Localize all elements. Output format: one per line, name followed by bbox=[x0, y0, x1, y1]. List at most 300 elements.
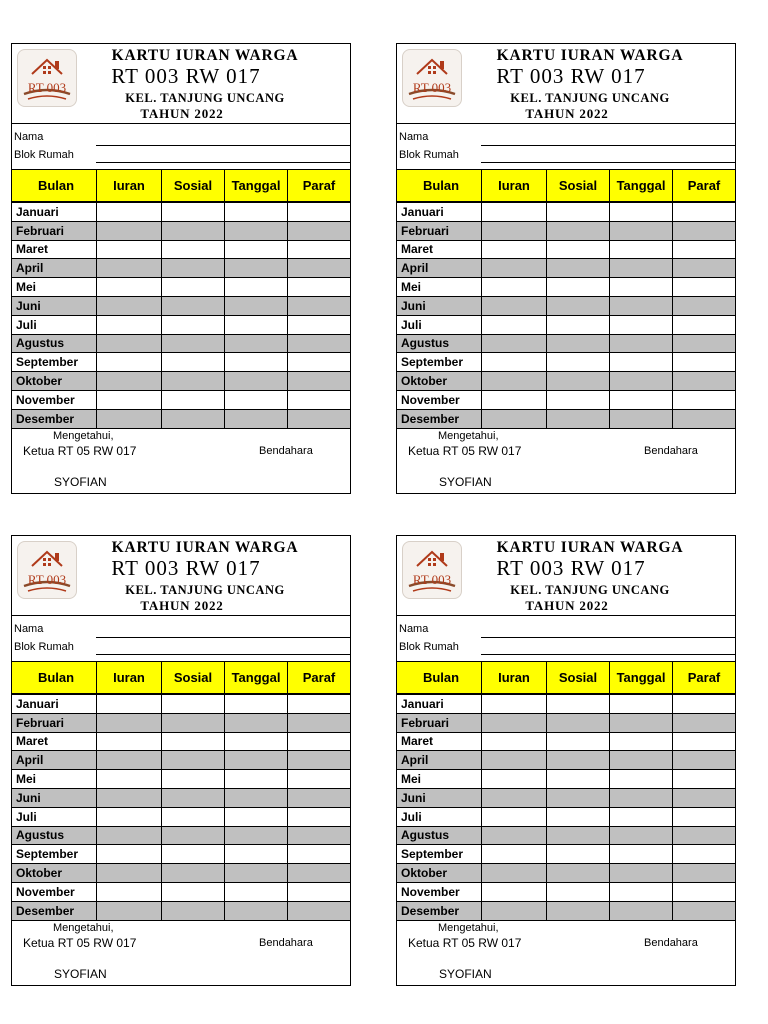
sosial-cell[interactable] bbox=[547, 278, 610, 296]
month-cell: September bbox=[12, 845, 97, 863]
sosial-cell[interactable] bbox=[547, 902, 610, 920]
iuran-cell[interactable] bbox=[97, 203, 162, 221]
card-header bbox=[12, 536, 350, 616]
card-header bbox=[397, 536, 735, 616]
table-row bbox=[12, 882, 350, 901]
tanggal-cell[interactable] bbox=[610, 733, 673, 751]
paraf-cell[interactable] bbox=[673, 883, 735, 901]
sosial-cell[interactable] bbox=[162, 278, 225, 296]
paraf-cell[interactable] bbox=[673, 278, 735, 296]
iuran-cell[interactable] bbox=[482, 241, 547, 259]
table-row bbox=[12, 901, 350, 920]
iuran-cell[interactable] bbox=[482, 372, 547, 390]
iuran-cell[interactable] bbox=[482, 770, 547, 788]
iuran-cell[interactable] bbox=[482, 808, 547, 826]
sosial-cell[interactable] bbox=[547, 789, 610, 807]
iuran-cell[interactable] bbox=[482, 203, 547, 221]
paraf-cell[interactable] bbox=[673, 864, 735, 882]
iuran-cell[interactable] bbox=[97, 353, 162, 371]
paraf-cell[interactable] bbox=[673, 316, 735, 334]
tanggal-cell[interactable] bbox=[610, 827, 673, 845]
sosial-cell[interactable] bbox=[162, 883, 225, 901]
paraf-cell[interactable] bbox=[288, 808, 350, 826]
sosial-cell[interactable] bbox=[162, 222, 225, 240]
sosial-cell[interactable] bbox=[162, 733, 225, 751]
paraf-cell[interactable] bbox=[673, 259, 735, 277]
iuran-cell[interactable] bbox=[482, 391, 547, 409]
paraf-cell[interactable] bbox=[673, 410, 735, 428]
paraf-cell[interactable] bbox=[673, 241, 735, 259]
paraf-cell[interactable] bbox=[673, 808, 735, 826]
month-cell: Mei bbox=[12, 770, 97, 788]
month-cell: Januari bbox=[397, 695, 482, 713]
sosial-cell[interactable] bbox=[162, 751, 225, 769]
column-header: Sosial bbox=[162, 662, 225, 693]
paraf-cell[interactable] bbox=[673, 827, 735, 845]
month-cell: Maret bbox=[12, 241, 97, 259]
tanggal-cell[interactable] bbox=[225, 316, 288, 334]
signature-section bbox=[12, 920, 350, 985]
sosial-cell[interactable] bbox=[162, 789, 225, 807]
card-title: KARTU IURAN WARGA bbox=[111, 539, 299, 556]
iuran-cell[interactable] bbox=[97, 808, 162, 826]
sosial-cell[interactable] bbox=[547, 883, 610, 901]
paraf-cell[interactable] bbox=[288, 770, 350, 788]
tanggal-cell[interactable] bbox=[610, 770, 673, 788]
nama-label: Nama bbox=[399, 131, 429, 143]
paraf-cell[interactable] bbox=[288, 410, 350, 428]
dues-table bbox=[397, 661, 735, 920]
dues-card bbox=[396, 43, 736, 494]
tanggal-cell[interactable] bbox=[225, 808, 288, 826]
table-row bbox=[397, 863, 735, 882]
card-header bbox=[397, 44, 735, 124]
iuran-cell[interactable] bbox=[482, 714, 547, 732]
table-header bbox=[12, 661, 350, 694]
dues-card bbox=[11, 43, 351, 494]
paraf-cell[interactable] bbox=[288, 203, 350, 221]
paraf-cell[interactable] bbox=[288, 222, 350, 240]
tanggal-cell[interactable] bbox=[225, 714, 288, 732]
iuran-cell[interactable] bbox=[482, 278, 547, 296]
month-cell: Februari bbox=[12, 222, 97, 240]
sosial-cell[interactable] bbox=[162, 353, 225, 371]
blok-rumah-field[interactable] bbox=[481, 654, 735, 655]
sosial-cell[interactable] bbox=[547, 410, 610, 428]
paraf-cell[interactable] bbox=[673, 391, 735, 409]
iuran-cell[interactable] bbox=[482, 789, 547, 807]
iuran-cell[interactable] bbox=[482, 259, 547, 277]
table-row bbox=[397, 826, 735, 845]
sosial-cell[interactable] bbox=[162, 770, 225, 788]
paraf-cell[interactable] bbox=[288, 733, 350, 751]
blok-rumah-field[interactable] bbox=[481, 162, 735, 163]
column-header: Iuran bbox=[97, 662, 162, 693]
nama-label: Nama bbox=[14, 623, 44, 635]
table-row bbox=[397, 277, 735, 296]
nama-field[interactable] bbox=[481, 637, 735, 638]
paraf-cell[interactable] bbox=[288, 391, 350, 409]
paraf-cell[interactable] bbox=[673, 222, 735, 240]
iuran-cell[interactable] bbox=[97, 278, 162, 296]
iuran-cell[interactable] bbox=[97, 316, 162, 334]
paraf-cell[interactable] bbox=[673, 733, 735, 751]
iuran-cell[interactable] bbox=[97, 902, 162, 920]
tanggal-cell[interactable] bbox=[225, 789, 288, 807]
month-cell: Maret bbox=[397, 241, 482, 259]
card-title: KARTU IURAN WARGA bbox=[496, 539, 684, 556]
sosial-cell[interactable] bbox=[547, 845, 610, 863]
iuran-cell[interactable] bbox=[482, 297, 547, 315]
sosial-cell[interactable] bbox=[547, 751, 610, 769]
paraf-cell[interactable] bbox=[288, 883, 350, 901]
table-row bbox=[12, 750, 350, 769]
paraf-cell[interactable] bbox=[288, 372, 350, 390]
column-header: Sosial bbox=[162, 170, 225, 201]
sosial-cell[interactable] bbox=[547, 808, 610, 826]
tanggal-cell[interactable] bbox=[225, 864, 288, 882]
sosial-cell[interactable] bbox=[162, 316, 225, 334]
sosial-cell[interactable] bbox=[547, 316, 610, 334]
sosial-cell[interactable] bbox=[162, 902, 225, 920]
table-header bbox=[12, 169, 350, 202]
paraf-cell[interactable] bbox=[288, 316, 350, 334]
tanggal-cell[interactable] bbox=[610, 259, 673, 277]
sosial-cell[interactable] bbox=[547, 353, 610, 371]
sosial-cell[interactable] bbox=[162, 827, 225, 845]
month-cell: Desember bbox=[397, 902, 482, 920]
tanggal-cell[interactable] bbox=[610, 203, 673, 221]
sosial-cell[interactable] bbox=[162, 241, 225, 259]
table-row bbox=[397, 334, 735, 353]
month-cell: Agustus bbox=[397, 827, 482, 845]
month-cell: Juli bbox=[12, 808, 97, 826]
tanggal-cell[interactable] bbox=[610, 316, 673, 334]
rt-rw-heading: RT 003 RW 017 bbox=[111, 556, 261, 580]
tanggal-cell[interactable] bbox=[610, 714, 673, 732]
sosial-cell[interactable] bbox=[162, 714, 225, 732]
month-cell: Oktober bbox=[12, 372, 97, 390]
iuran-cell[interactable] bbox=[97, 695, 162, 713]
table-row bbox=[12, 390, 350, 409]
tanggal-cell[interactable] bbox=[225, 203, 288, 221]
iuran-cell[interactable] bbox=[482, 883, 547, 901]
iuran-cell[interactable] bbox=[97, 827, 162, 845]
paraf-cell[interactable] bbox=[288, 789, 350, 807]
tanggal-cell[interactable] bbox=[225, 259, 288, 277]
tanggal-cell[interactable] bbox=[610, 845, 673, 863]
paraf-cell[interactable] bbox=[288, 827, 350, 845]
bendahara-label: Bendahara bbox=[259, 445, 313, 457]
month-cell: Mei bbox=[397, 770, 482, 788]
tanggal-cell[interactable] bbox=[610, 353, 673, 371]
blok-rumah-label: Blok Rumah bbox=[14, 149, 74, 161]
column-header: Sosial bbox=[547, 662, 610, 693]
sosial-cell[interactable] bbox=[547, 864, 610, 882]
tanggal-cell[interactable] bbox=[225, 827, 288, 845]
tanggal-cell[interactable] bbox=[610, 241, 673, 259]
month-cell: Desember bbox=[12, 902, 97, 920]
month-cell: Februari bbox=[397, 222, 482, 240]
signatory-name: SYOFIAN bbox=[439, 475, 492, 489]
mengetahui-label: Mengetahui, bbox=[53, 922, 114, 934]
tanggal-cell[interactable] bbox=[610, 335, 673, 353]
paraf-cell[interactable] bbox=[288, 259, 350, 277]
tanggal-cell[interactable] bbox=[610, 391, 673, 409]
card-header bbox=[12, 44, 350, 124]
dues-table bbox=[12, 169, 350, 428]
nama-field[interactable] bbox=[96, 637, 350, 638]
kelurahan-heading: KEL. TANJUNG UNCANG bbox=[125, 583, 285, 597]
month-cell: Desember bbox=[397, 410, 482, 428]
sosial-cell[interactable] bbox=[547, 259, 610, 277]
blok-rumah-label: Blok Rumah bbox=[399, 149, 459, 161]
sosial-cell[interactable] bbox=[162, 259, 225, 277]
table-row bbox=[397, 901, 735, 920]
iuran-cell[interactable] bbox=[97, 335, 162, 353]
table-row bbox=[397, 221, 735, 240]
tanggal-cell[interactable] bbox=[225, 391, 288, 409]
tanggal-cell[interactable] bbox=[610, 297, 673, 315]
tanggal-cell[interactable] bbox=[610, 864, 673, 882]
tanggal-cell[interactable] bbox=[225, 770, 288, 788]
paraf-cell[interactable] bbox=[288, 714, 350, 732]
paraf-cell[interactable] bbox=[673, 297, 735, 315]
paraf-cell[interactable] bbox=[288, 353, 350, 371]
tanggal-cell[interactable] bbox=[610, 222, 673, 240]
table-row bbox=[397, 732, 735, 751]
iuran-cell[interactable] bbox=[482, 335, 547, 353]
paraf-cell[interactable] bbox=[673, 845, 735, 863]
month-cell: Februari bbox=[12, 714, 97, 732]
paraf-cell[interactable] bbox=[288, 902, 350, 920]
iuran-cell[interactable] bbox=[97, 410, 162, 428]
year-heading: TAHUN 2022 bbox=[525, 106, 609, 121]
sosial-cell[interactable] bbox=[162, 297, 225, 315]
iuran-cell[interactable] bbox=[482, 316, 547, 334]
month-cell: Agustus bbox=[12, 827, 97, 845]
blok-rumah-field[interactable] bbox=[96, 162, 350, 163]
table-row bbox=[12, 221, 350, 240]
sosial-cell[interactable] bbox=[547, 203, 610, 221]
rt-logo bbox=[17, 541, 77, 599]
table-row bbox=[12, 713, 350, 732]
nama-field[interactable] bbox=[481, 145, 735, 146]
mengetahui-label: Mengetahui, bbox=[438, 922, 499, 934]
dues-card bbox=[11, 535, 351, 986]
iuran-cell[interactable] bbox=[97, 297, 162, 315]
month-cell: Oktober bbox=[12, 864, 97, 882]
sosial-cell[interactable] bbox=[162, 391, 225, 409]
sosial-cell[interactable] bbox=[547, 695, 610, 713]
iuran-cell[interactable] bbox=[97, 789, 162, 807]
sosial-cell[interactable] bbox=[547, 335, 610, 353]
paraf-cell[interactable] bbox=[673, 372, 735, 390]
iuran-cell[interactable] bbox=[482, 733, 547, 751]
kelurahan-heading: KEL. TANJUNG UNCANG bbox=[125, 91, 285, 105]
tanggal-cell[interactable] bbox=[610, 789, 673, 807]
sosial-cell[interactable] bbox=[162, 695, 225, 713]
month-cell: November bbox=[12, 883, 97, 901]
paraf-cell[interactable] bbox=[288, 695, 350, 713]
iuran-cell[interactable] bbox=[482, 827, 547, 845]
table-row bbox=[12, 769, 350, 788]
month-cell: Januari bbox=[397, 203, 482, 221]
iuran-cell[interactable] bbox=[97, 391, 162, 409]
iuran-cell[interactable] bbox=[482, 902, 547, 920]
column-header: Iuran bbox=[97, 170, 162, 201]
paraf-cell[interactable] bbox=[288, 241, 350, 259]
sosial-cell[interactable] bbox=[547, 241, 610, 259]
month-cell: Oktober bbox=[397, 372, 482, 390]
iuran-cell[interactable] bbox=[97, 864, 162, 882]
sosial-cell[interactable] bbox=[547, 222, 610, 240]
sosial-cell[interactable] bbox=[162, 410, 225, 428]
table-row bbox=[397, 352, 735, 371]
table-row bbox=[12, 694, 350, 713]
table-row bbox=[12, 277, 350, 296]
tanggal-cell[interactable] bbox=[225, 883, 288, 901]
iuran-cell[interactable] bbox=[97, 241, 162, 259]
iuran-cell[interactable] bbox=[482, 751, 547, 769]
house-logo-icon bbox=[18, 50, 76, 106]
tanggal-cell[interactable] bbox=[610, 410, 673, 428]
sosial-cell[interactable] bbox=[162, 372, 225, 390]
month-cell: April bbox=[397, 751, 482, 769]
month-cell: Juni bbox=[12, 789, 97, 807]
tanggal-cell[interactable] bbox=[225, 278, 288, 296]
sosial-cell[interactable] bbox=[162, 845, 225, 863]
tanggal-cell[interactable] bbox=[610, 372, 673, 390]
paraf-cell[interactable] bbox=[673, 695, 735, 713]
paraf-cell[interactable] bbox=[288, 297, 350, 315]
tanggal-cell[interactable] bbox=[225, 335, 288, 353]
tanggal-cell[interactable] bbox=[225, 695, 288, 713]
month-cell: Mei bbox=[397, 278, 482, 296]
paraf-cell[interactable] bbox=[673, 751, 735, 769]
tanggal-cell[interactable] bbox=[225, 410, 288, 428]
sosial-cell[interactable] bbox=[547, 827, 610, 845]
mengetahui-label: Mengetahui, bbox=[438, 430, 499, 442]
sosial-cell[interactable] bbox=[162, 808, 225, 826]
house-logo-icon bbox=[403, 50, 461, 106]
tanggal-cell[interactable] bbox=[225, 241, 288, 259]
paraf-cell[interactable] bbox=[673, 902, 735, 920]
month-cell: Maret bbox=[12, 733, 97, 751]
table-row bbox=[12, 240, 350, 259]
tanggal-cell[interactable] bbox=[225, 751, 288, 769]
month-cell: September bbox=[397, 845, 482, 863]
bendahara-label: Bendahara bbox=[259, 937, 313, 949]
rt-logo bbox=[17, 49, 77, 107]
paraf-cell[interactable] bbox=[673, 353, 735, 371]
column-header: Paraf bbox=[302, 178, 336, 193]
tanggal-cell[interactable] bbox=[225, 902, 288, 920]
iuran-cell[interactable] bbox=[97, 883, 162, 901]
sosial-cell[interactable] bbox=[162, 335, 225, 353]
sosial-cell[interactable] bbox=[547, 297, 610, 315]
tanggal-cell[interactable] bbox=[225, 733, 288, 751]
tanggal-cell[interactable] bbox=[610, 808, 673, 826]
iuran-cell[interactable] bbox=[97, 222, 162, 240]
iuran-cell[interactable] bbox=[97, 751, 162, 769]
iuran-cell[interactable] bbox=[97, 259, 162, 277]
paraf-cell[interactable] bbox=[673, 335, 735, 353]
iuran-cell[interactable] bbox=[97, 845, 162, 863]
house-logo-icon bbox=[18, 542, 76, 598]
table-row bbox=[397, 240, 735, 259]
tanggal-cell[interactable] bbox=[610, 278, 673, 296]
month-cell: April bbox=[12, 259, 97, 277]
iuran-cell[interactable] bbox=[97, 372, 162, 390]
paraf-cell[interactable] bbox=[288, 278, 350, 296]
month-cell: Mei bbox=[12, 278, 97, 296]
tanggal-cell[interactable] bbox=[610, 695, 673, 713]
tanggal-cell[interactable] bbox=[225, 353, 288, 371]
paraf-cell[interactable] bbox=[288, 864, 350, 882]
nama-field[interactable] bbox=[96, 145, 350, 146]
tanggal-cell[interactable] bbox=[610, 902, 673, 920]
table-row bbox=[397, 296, 735, 315]
sosial-cell[interactable] bbox=[547, 391, 610, 409]
paraf-cell[interactable] bbox=[673, 789, 735, 807]
month-cell: Juni bbox=[12, 297, 97, 315]
table-row bbox=[12, 863, 350, 882]
iuran-cell[interactable] bbox=[97, 770, 162, 788]
month-cell: Juni bbox=[397, 789, 482, 807]
sosial-cell[interactable] bbox=[162, 203, 225, 221]
nama-label: Nama bbox=[399, 623, 429, 635]
table-row bbox=[12, 732, 350, 751]
tanggal-cell[interactable] bbox=[225, 222, 288, 240]
paraf-cell[interactable] bbox=[288, 845, 350, 863]
signatory-name: SYOFIAN bbox=[54, 967, 107, 981]
paraf-cell[interactable] bbox=[673, 714, 735, 732]
paraf-cell[interactable] bbox=[288, 751, 350, 769]
blok-rumah-label: Blok Rumah bbox=[14, 641, 74, 653]
tanggal-cell[interactable] bbox=[610, 883, 673, 901]
iuran-cell[interactable] bbox=[482, 695, 547, 713]
tanggal-cell[interactable] bbox=[225, 845, 288, 863]
iuran-cell[interactable] bbox=[97, 733, 162, 751]
sosial-cell[interactable] bbox=[547, 714, 610, 732]
table-row bbox=[12, 202, 350, 221]
iuran-cell[interactable] bbox=[97, 714, 162, 732]
rt-logo bbox=[402, 49, 462, 107]
tanggal-cell[interactable] bbox=[610, 751, 673, 769]
iuran-cell[interactable] bbox=[482, 845, 547, 863]
tanggal-cell[interactable] bbox=[225, 372, 288, 390]
blok-rumah-field[interactable] bbox=[96, 654, 350, 655]
sosial-cell[interactable] bbox=[162, 864, 225, 882]
iuran-cell[interactable] bbox=[482, 222, 547, 240]
iuran-cell[interactable] bbox=[482, 353, 547, 371]
card-title: KARTU IURAN WARGA bbox=[111, 47, 299, 64]
logo-text: RT 003 bbox=[27, 80, 67, 95]
iuran-cell[interactable] bbox=[482, 864, 547, 882]
paraf-cell[interactable] bbox=[673, 770, 735, 788]
tanggal-cell[interactable] bbox=[225, 297, 288, 315]
sosial-cell[interactable] bbox=[547, 733, 610, 751]
column-header: Iuran bbox=[482, 662, 547, 693]
paraf-cell[interactable] bbox=[673, 203, 735, 221]
sosial-cell[interactable] bbox=[547, 372, 610, 390]
bendahara-label: Bendahara bbox=[644, 937, 698, 949]
paraf-cell[interactable] bbox=[288, 335, 350, 353]
sosial-cell[interactable] bbox=[547, 770, 610, 788]
iuran-cell[interactable] bbox=[482, 410, 547, 428]
blok-rumah-label: Blok Rumah bbox=[399, 641, 459, 653]
